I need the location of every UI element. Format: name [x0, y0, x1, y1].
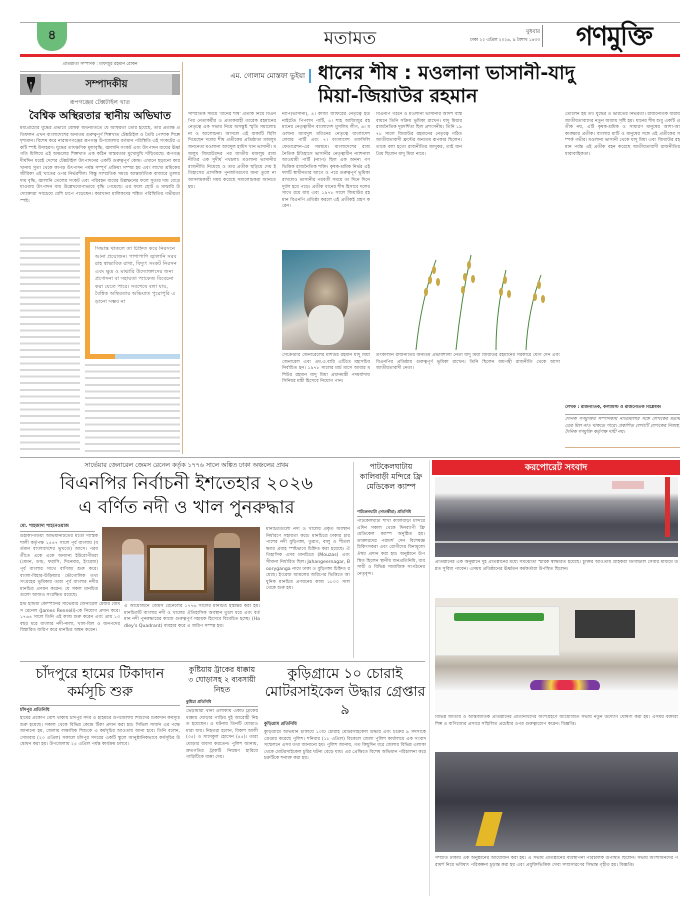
- date-line: ঢাকা ২২ এপ্রিল ২০২৬, ৯ বৈশাখ ১৪৩৩: [470, 38, 540, 43]
- corporate-photo-3: [435, 752, 678, 852]
- editorial-body: মধ্যপ্রাচ্যের যুদ্ধের প্রভাবে বৈশ্বিক অর্থনীতিতে যে অস্থিরতা তৈরি হয়েছে, তার প্রত্যক্ষ প্রতিফলন এখন বাংলাদেশের অন্যতম গুরুত্বপূর্ণ শিল্পখাত টেক্সটাইল ও তৈরি পোশাক শিল্পে দৃশ্যমান। বিশেষ করে নারায়ণগঞ্জের রূপগঞ্জ উপজেলার বর্তমান পরিস্থিতি এই সংকটের একটি স্পষ্ট উদাহরণ। যুদ্ধের তাৎক্ষণিক মূল্যবৃদ্ধি, জ্বালানি সংকট এবং উৎপাদন ব্যয়ের ঊর্ধ্বগতি মিলিয়ে এই অঞ্চলের শিল্পখাত এক কঠিন বাস্তবতার মুখোমুখি দাঁড়িয়েছে। রূপগঞ্জ দীর্ঘদিন ধরেই দেশের টেক্সটাইল উৎপাদনের একটি গুরুত্বপূর্ণ কেন্দ্র। এখানে ছড়ানো কারখানায় সুতা থেকে কাপড় উৎপাদন পর্যন্ত সম্পূর্ণ প্রক্রিয়া সম্পন্ন হয় এবং লাখো শ্রমিকের জীবিকা এই খাতের ওপর নির্ভরশীল। কিন্তু সাম্প্রতিক সময়ে আন্তর্জাতিক বাজারে তুলার দাম বৃদ্ধি, জ্বালানি তেলের সংকট এবং পরিবহন ব্যয়ের উল্লম্ফনের ফলে সুতার দাম বেড়ে যাওয়ায় উৎপাদন ব্যয় উল্লেখযোগ্যভাবে বৃদ্ধি পেয়েছে। এর ফলে ছোট ও মাঝারি উদ্যোক্তারা সবচেয়ে বেশি চাপে পড়েছেন। কারখানা মালিকদের শঙ্কিত পরিস্থিতির গভীরতা স্পষ্ট।: [20, 126, 180, 204]
- byline-rule: [20, 531, 95, 532]
- banner-end-cap: [172, 74, 180, 95]
- corporate-body-3: সম্প্রতি ঢাকায় এক অনুষ্ঠানের আয়োজন করা হয়। এ সভায় প্রতিষ্ঠানের ব্যবস্থাপনা পরিচালক উপস্থিত ছিলেন। সভায় অংশীজনদের পরামর্শ নিয়ে ভবিষ্যৎ পরিকল্পনা চূড়ান্ত করা হয় এবং প্রযুক্তিভিত্তিক সেবা সম্প্রসারণের সিদ্ধান্ত গৃহীত হয়। বিজ্ঞপ্তি।: [435, 856, 678, 868]
- feature-author-name: এম. গোলাম মোস্তফা ভুইয়া: [230, 71, 305, 80]
- corporate-photo-2: [435, 598, 678, 712]
- framed-map: [147, 545, 207, 593]
- column-divider-2: [353, 462, 354, 658]
- date-divider: [542, 25, 543, 47]
- main-story-byline: মো. শাহজাদা শাহনেওয়াজ: [20, 524, 69, 529]
- kurigram-byline: কুড়িগ্রাম প্রতিনিধি: [264, 722, 297, 727]
- feature-title-line1: ধানের শীষ : মওলানা ভাসানী-যাদু: [318, 62, 575, 84]
- rice-stalks-icon: [376, 250, 562, 350]
- main-story-kicker: সার্ভেয়ার জেনারেল জেমস রেনেল কর্তৃক ১৭৭৬ সালে অঙ্কিত ঢাকা অঞ্চলের প্রথম: [84, 462, 289, 469]
- chandpur-title: চাঁদপুরে হামের টিকাদান কর্মসূচি শুরু: [35, 666, 165, 700]
- corporate-body-2: বিভিন্ন জাতীয় ও আন্তর্জাতিক প্রতিষ্ঠানের প্রতিনিধিদের অংশগ্রহণে আয়োজিত সভায় নতুন উদ্যোগ ঘোষণা করা হয়। এসময় বক্তারা শিল্প ও বাণিজ্যের প্রসারে সম্মিলিত প্রচেষ্টার ওপর গুরুত্বারোপ করেন। বিজ্ঞপ্তি।: [435, 715, 678, 727]
- chandpur-body: হামের প্রকোপ বেশি থাকায় চাঁদপুর সদর ও হাইমচর উপজেলায় শিশুদের টিকাদান কর্মসূচি শুরু হয়েছে। সকাল থেকে বিভিন্ন কেন্দ্রে টিকা প্রদান করা হয়। সিভিল সার্জন এর পক্ষে জানানো হয়, জেলায় লক্ষাধিক শিশুকে এ কর্মসূচির আওতায় আনা হবে। তিনি বলেন, সোমবার (২০ এপ্রিল) সকালে চাঁদপুর সদরের একটি স্কুলে আনুষ্ঠানিকভাবে কর্মসূচির উদ্বোধন করা হয়। উপজেলায় ২৫ এপ্রিল পর্যন্ত কার্যক্রম চলবে।: [20, 716, 180, 748]
- kurigram-title: কুড়িগ্রামে ১০ চোরাই মোটরসাইকেল উদ্ধার গ্রেপ্তার ৯: [264, 666, 426, 718]
- chandpur-title-rule: [20, 705, 180, 706]
- editorial-banner-label: সম্পাদকীয়: [85, 78, 128, 90]
- pull-quote-bottom-bar: [85, 354, 115, 359]
- pull-quote-bottom-bar-blue: [115, 354, 180, 359]
- masthead-red-rule: [20, 54, 680, 57]
- feature-col2: ন্যাপ(ভাসানী), ৪। কাজী জাফরের নেতৃত্বে ইউনাইটেড পিপলস পার্টি, ৫। শাহ আজিজুর রহমানের নেতৃত্বাধীন বাংলাদেশ মুসলিম লীগ, ৬। মওলানা আবদুল মতিনের নেতৃত্বে বাংলাদেশ লেবার পার্টি এবং ৭। বাংলাদেশ তফসিলি ফেডারেশন-এর সমন্বয়ে। বাংলাদেশের রাজনৈতিক ইতিহাসে ভাসানীর নেতৃত্বাধীন ন্যাশনাল আওয়ামী পার্টি (ন্যাপ) ছিল এক অনন্য গণভিত্তিক রাজনৈতিক শক্তি। কৃষক-শ্রমিক নির্ভর এই দলটি স্বাধীনতার আগে ও পরে গুরুত্বপূর্ণ ভূমিকা রাখলেও ভাসানীর পরবর্তী সময়ে তা দিনে দিনে দুর্বল হয়ে পড়ে। প্রতীক ধানের শীষ হিসাবে দলের সাথে রয়ে যায় এবং ১৯৭৮ সালে জিয়াউর রহমান বিএনপি প্রতিষ্ঠা করলে এই প্রতীকই গ্রহণ করেন।: [282, 112, 370, 210]
- main-story-photo-caption: এ আয়োজনে জেমস রেনেলের ১৭৭৬ সালের মানচিত্র হস্তান্তর করা হয়। মানচিত্রটি বাংলার নদী ও খালের ঐতিহাসিক অবস্থান তুলে ধরে এবং বর্তমান নদী পুনরুদ্ধারের কাজে গুরুত্বপূর্ণ সহায়ক হিসেবে বিবেচিত হচ্ছে। (Hadley's Quadrant) ব্যবহার করে এ জরিপ সম্পন্ন হয়।: [124, 604, 260, 629]
- feature-title-line2: মিয়া-জিয়াউর রহমান: [318, 85, 478, 107]
- editorial-filler-rules: [20, 237, 80, 454]
- chandpur-byline: চাঁদপুর প্রতিনিধি: [20, 708, 50, 713]
- editorial-kicker: রূপগঞ্জের টেক্সটাইল খাত: [70, 99, 130, 106]
- corporate-photo-1: [435, 477, 678, 557]
- column-divider-3: [429, 460, 430, 896]
- pull-quote-box: [85, 237, 180, 359]
- portrait-photo: [282, 250, 370, 350]
- side-story-body: পাটকেলঘাটা শাখা কালিবাড়ী মন্দিরে এদিন সকাল থেকে দিনব্যাপী ফ্রি মেডিকেল ক্যাম্প অনুষ্ঠিত হয়। ডাক্তারদের পরামর্শ দেন বিশেষজ্ঞ চিকিৎসকরা এবং রোগীদের বিনামূল্যে ঔষধ প্রদান করা হয়। অনুষ্ঠানে উপস্থিত ছিলেন স্থানীয় জনপ্রতিনিধি, ব্যবসায়ী ও বিভিন্ন সামাজিক সংগঠনের নেতৃবৃন্দ।: [357, 519, 425, 577]
- map-handover-photo: [102, 527, 260, 601]
- feature-bottom-rule: [565, 447, 680, 448]
- event-backdrop-logo-red: [612, 481, 644, 489]
- side-story-rule: [357, 516, 425, 517]
- column-divider-1: [182, 62, 183, 454]
- screen-display: [575, 610, 635, 638]
- kurigram-body: কুড়িগ্রামে অভিযান চালিয়ে ১০টি চোরাই মোটরসাইকেল উদ্ধার এবং চক্রের ৯ সদস্যকে গ্রেপ্তার করেছে পুলিশ। শনিবার (১৮ এপ্রিল) বিকেলে জেলা পুলিশ কার্যালয়ে এক সংবাদ সম্মেলনে এসব তথ্য জানানো হয়। পুলিশ জানায়, গত কিছুদিন ধরে জেলার বিভিন্ন এলাকা থেকে মোটরসাইকেল চুরির ঘটনা বেড়ে যায়। এর প্রেক্ষিতে বিশেষ অভিযান পরিচালনা করে চক্রটিকে শনাক্ত করা হয়।: [264, 730, 426, 762]
- section-divider: [20, 457, 680, 458]
- photo-caption-right: তৎকালীন রাজনীতির অন্যতম প্রভাবশালী নেতা যাদু মিয়া জিয়াউর রহমানের সরকারে যোগ দেন এবং বিএনপির প্রতিষ্ঠায় গুরুত্বপূর্ণ ভূমিকা রাখেন। তিনি ছিলেন বামপন্থী রাজনীতি থেকে আসা জাতীয়তাবাদী নেতা।: [376, 353, 560, 372]
- author-note-rule: [565, 414, 680, 415]
- author-accent-bar: [309, 69, 311, 83]
- feature-footnote: দৈনিক গণমুক্তির সম্পাদকীয় নীতিমালার সঙ্গে লেখকের মতামতের মিল নাও থাকতে পারে। প্রকাশিত লেখাটি লেখকের নিজস্ব, দৈনিক গণমুক্তি কর্তৃপক্ষ দায়ী নয়।: [565, 417, 680, 436]
- seminar-banner: [435, 606, 560, 656]
- page-number-badge: [37, 22, 67, 51]
- feature-col1: সাম্প্রতিক সময়ে 'ধানের শীষ' প্রতীক নিয়ে বিএনপির নেতাকর্মীর ও প্রতাকবাহী তারেক রহমানের নেতৃত্বে এক সভায় নিয়ে অসন্তুষ্ট স্মৃতি সমালোচনা ও আলোচনা। আসলে এই বাক্যটি ছিলি দিয়েছেন দলের শীষ প্রতীকের প্রতিষ্ঠাতা মজলুম জননেতা মওলানা আবদুল হামিদ খান ভাসানী। মজলুম জিয়াউদ্দের পর জাতীয় মজলুম রাজনীতির এক সুদীর্ঘ পথচলা। মওলানা ভাসানীর রাজনীতি নিয়েছে ও তার প্রতীক ছড়িয়ে দেয় ইতিহাসের প্রাসঙ্গিক পুনর্জাগরণের জন্য তুলে না আসলমকারী সময় করেছে সমালোচকরা জানতে হয়।: [188, 112, 276, 190]
- feature-col3: বিএনপি গঠনে ও মওলানা ভাসানীর আদর্শ বাস্তবায়নে তিনি সক্রিয় ভূমিকা রাখেন। যাদু মিয়ার রাজনৈতিক দূরদর্শিতা ছিল প্রশংসনীয়। তিনি ১৯৭৮ সালে জিয়াউর রহমানের নেতৃত্বে গঠিত জাতীয়তাবাদী ফ্রন্টের অন্যতম রূপকার ছিলেন। তাকে বলা হতো রাজনীতির জাদুকর, তাই জনপ্রিয় ছিলেন যাদু মিয়া নামে।: [376, 112, 462, 157]
- feature-col4: তোলেন হয় তা। যুদ্ধের ও ভারতের নির্ভরতা। রাজনৈতিক ধারায় জাতীয়তাবাদের নতুন অধ্যায় সৃষ্টি হয়। ধানের শীষ শুধু একটি প্রতীক নয়, এটি কৃষক-শ্রমিক ও সাধারণ মানুষের আশা-আকাঙ্ক্ষার প্রতীক। বাংলার মাটি ও মানুষের সঙ্গে এই প্রতীকের সম্পর্ক গভীর। মওলানা ভাসানী থেকে যাদু মিয়া এবং জিয়াউর রহমান পর্যন্ত এই প্রতীক বহন করেছে জাতীয়তাবাদী রাজনীতির ধারাবাহিকতা।: [565, 112, 680, 157]
- feature-title: [318, 62, 680, 108]
- seminar-banner-green-text: [454, 613, 544, 621]
- kushtia-rule: [186, 706, 258, 707]
- table-surface: [435, 690, 678, 712]
- portrait-beard: [308, 305, 344, 345]
- feature-author: [186, 68, 311, 84]
- side-story-byline: পাটকেলঘাটা (সাতক্ষীরা) প্রতিনিধি: [357, 509, 411, 514]
- editorial-filler-rules-lower: [85, 364, 180, 454]
- date-block: [425, 29, 540, 44]
- corporate-banner-label: করপোরেট সংবাদ: [524, 462, 588, 473]
- main-story-title-line2: এ বর্ণিত নদী ও খাল পুনরুদ্ধার: [78, 497, 295, 518]
- corporate-body-1: প্রতিষ্ঠানের এক অনুষ্ঠানে দুই প্রতিষ্ঠানের মধ্যে সমঝোতা স্মারক স্বাক্ষরিত হয়েছে। চুক্তির আওতায় গ্রাহকরা ডিজিটাল সেবার মাধ্যমে উন্নত সুবিধা পাবেন। এসময় প্রতিষ্ঠানের ঊর্ধ্বতন কর্মকর্তারা উপস্থিত ছিলেন।: [435, 560, 678, 572]
- kushtia-body: ভেড়ামারা থানা এলাকায় একটি ট্রাকের ধাক্কায় ঘোড়ার গাড়ির দুই আরোহী নিহত হয়েছেন। এ ঘটনায় তিনটি ঘোড়াও মারা যায়। নিহতরা হলেন, বিকাশ আলী (৩৫) ও সাদেকুল হোসেন (৪৫)। তারা ঘোড়ার ব্যবসা করতেন। পুলিশ জানায়, দ্রুতগতির ট্রাকটি নিয়ন্ত্রণ হারিয়ে গাড়িটিকে ধাক্কা দেয়।: [186, 709, 258, 761]
- event-backdrop-red-panel: [665, 477, 670, 537]
- page-number: ৪: [47, 28, 57, 43]
- day-label: বুধবার: [526, 29, 540, 35]
- newspaper-logo: গণমুক্তি: [576, 22, 652, 52]
- main-story-col1b: ইস্ট ইন্ডিয়া কোম্পানির সার্ভেয়ার জেনারেল মেজর জেমস রেনেল (James Rennell)-কে নিয়োগ প্রদান করে। ১৭৬৪ সালে তিনি এই কাজ শুরু করেন এবং প্রায় ১৩ বছর ধরে বাংলার নদী-নালা, খাল-বিল ও জনপদের বিস্তারিত জরিপ করে মানচিত্র অঙ্কন করেন।: [20, 602, 120, 634]
- author-note: লেখক : রাজনীতিক, কলামিস্ট ও রাজনৈতিক বিশ্লেষক।: [565, 405, 662, 410]
- event-stage-rule: [435, 541, 678, 543]
- side-story-title: পাটকেলঘাটায় কালিবাড়ী মন্দিরে ফ্রি মেডিকেল ক্যাম্প: [359, 462, 423, 491]
- main-story-col1: উইকিপিডিয়া অভিধানটিতের মতো দাস্তিকশালী কর্তৃপক্ষ ১৫৪৭ সালে পূর্ব বাংলায় (বর্তমান বাংলাদেশের ভূখণ্ডে) আসে। পরবর্তীতে একে একে অন্যান্য ইউরোপীয়রা (যেমন, ডাচ, ফরাসি, দিনেমার, ইংরেজ) পূর্ব বাংলার সাথে বাণিজ্য শুরু করে। বাংলা-বিহার-উড়িষ্যার ভৌগোলিক তথ্য সংগ্রহের ভূমিকায় তারা পূর্ব বাংলার নদীর মানচিত্র প্রণয়ন করেন। যে সকল মানচিত্রগুলো আজও সংরক্ষিত রয়েছে।: [20, 534, 98, 598]
- founder-editor-line: প্রতিষ্ঠাতা সম্পাদক : মফিজুর রহমান রোকন: [62, 62, 138, 67]
- main-story-col3: মানচিত্রগুলো নদী ও খালের প্রকৃত অবস্থান নির্ধারণে সহায়তা করে। মানচিত্রে ঢাকার চারপাশের নদী বুড়িগঙ্গা, তুরাগ, বালু ও শীতলক্ষ্যার প্রবাহ স্পষ্টভাবে চিহ্নিত করা হয়েছে। ঐতিহাসিক এসব মানচিত্রে (Mouzas) এবং সীমানা নির্ধারিত ছিল। Jahangeernagar, Booryganga নামে ঢাকা ও বুড়িগঙ্গা চিহ্নিত রয়েছে। ইংরেজ আমলের জরিপের ভিত্তিতে আধুনিক মানচিত্র প্রণয়নের কাজ ১৮০০ সাল থেকে শুরু হয়।: [266, 527, 350, 592]
- photo-caption-left: সেক্রেটারি জেনারেলের মশিউর রহমান যাদু মিয়া জেনারেল এবং এম.এ.বারি এটিতে মহাসচিব নির্বাচিত হন। ১৯৭৮ সালের মার্চ মাসে আবার মশিউর রহমান যাদু মিয়া প্রধানমন্ত্রী পদমর্যাদায় সিনিয়র মন্ত্রী হিসেবে নিয়োগ পান।: [282, 353, 370, 385]
- main-story-title: [20, 472, 353, 520]
- lower-rule-1: [20, 661, 425, 662]
- editorial-top-rule: [20, 71, 180, 72]
- section-title: মতামত: [323, 28, 377, 49]
- main-story-title-line1: বিএনপির নির্বাচনী ইশতেহার ২০২৬: [60, 473, 313, 494]
- kushtia-title: কুষ্টিয়ায় ট্রাকের ধাক্কায় ৩ ঘোড়াসহ ২ ব্যবসায়ী নিহত: [188, 665, 256, 694]
- kushtia-byline: কুষ্টিয়া প্রতিনিধি: [186, 699, 212, 704]
- editorial-title: বৈশ্বিক অস্থিরতার স্থানীয় অভিঘাত: [29, 110, 171, 122]
- yellow-accent: [475, 812, 502, 846]
- rice-stalks-illustration: [376, 250, 562, 350]
- person-left: [122, 539, 144, 601]
- pull-quote-text: সিদ্ধান্ত থাকলে তা চিহ্নিত করে নিরসনে আনা প্রয়োজন। পাশাপাশি জ্বালানি সরবরাহ স্বাভাবিক রাখা, বিদ্যুৎ সংকট নিরসন এবং ক্ষুদ্র ও মাঝারি উদ্যোক্তাদের জন্য প্রণোদনা বা সহায়তা প্যাকেজ বিবেচনা করা যেতে পারে। সবশেষে বলা যায়, বৈশ্বিক অস্থিরতার অভিঘাত পুরোপুরি এড়ানো সম্ভব না: [95, 246, 177, 305]
- person-right: [214, 533, 240, 601]
- corporate-banner: [432, 460, 680, 475]
- editorial-banner: [20, 74, 180, 95]
- fountain-pen-icon: [20, 74, 41, 95]
